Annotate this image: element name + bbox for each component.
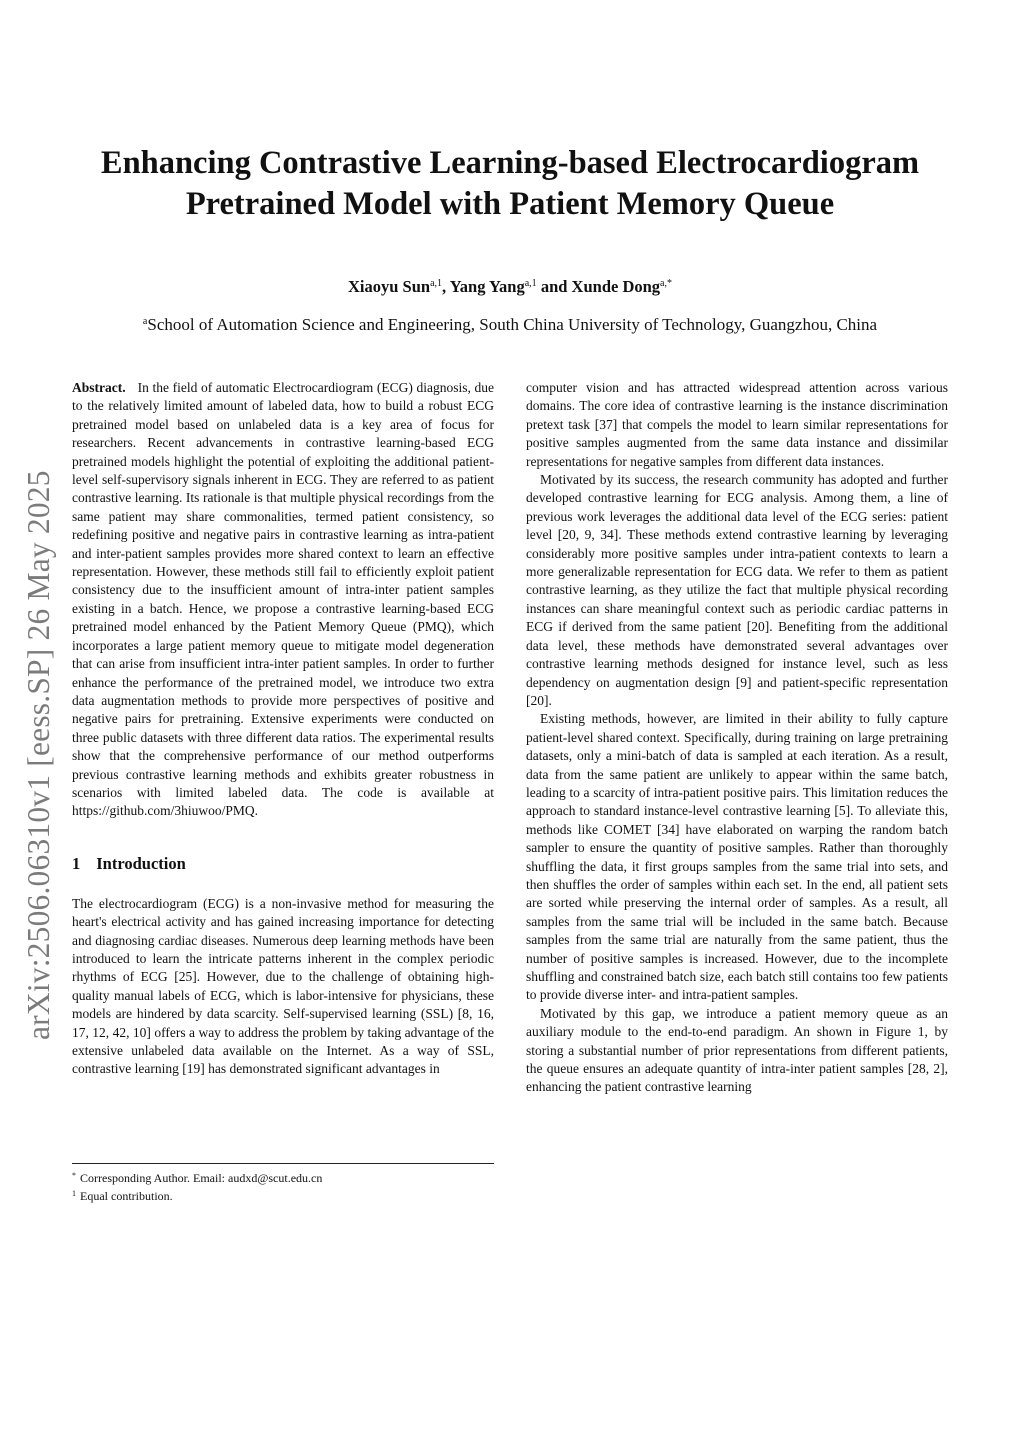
body-paragraph: The electrocardiogram (ECG) is a non-invasive method for measuring the heart's electrical activity and has gained increasing importance for detecting and diagnosing cardiac diseases. Numerous deep learning methods have been introduced to learn the intricate patterns inherent in the complex periodic rhythms of ECG [25]. However, due to the challenge of obtaining high-quality manual labels of ECG, which is labor-intensive for physicians, these models are hindered by data scarcity. Self-supervised learning (SSL) [8, 16, 17, 12, 42, 10] offers a way to address the problem by taking advantage of the extensive unlabeled data available on the Internet. As a way of SSL, contrastive learning [19] has demonstrated significant advantages in bbox=[72, 895, 494, 1077]
author-affiliation-mark: a,1 bbox=[524, 278, 537, 289]
section-number: 1 bbox=[72, 853, 81, 873]
abstract bbox=[72, 379, 494, 821]
affiliation-text: School of Automation Science and Engineering, South China University of Technology, Guangzhou, China bbox=[147, 315, 878, 334]
author-name: Yang Yang bbox=[449, 277, 525, 296]
affiliation-mark: a bbox=[142, 316, 148, 327]
right-column bbox=[526, 379, 948, 1097]
section-heading bbox=[72, 854, 494, 874]
abstract-text: In the field of automatic Electrocardiogram (ECG) diagnosis, due to the relatively limited amount of labeled data, how to build a robust ECG pretrained model based on unlabeled data is a key area of focus for researchers. Recent advancements in contrastive learning-based ECG pretrained models highlight the potential of exploiting the additional patient-level self-supervisory signals inherent in ECG. They are referred to as patient contrastive learning. Its rationale is that multiple physical recordings from the same patient may share commonalities, termed patient consistency, so redefining positive and negative pairs in contrastive learning as intra-patient and inter-patient samples provides more shared context to learn an effective representation. However, these methods still fail to efficiently exploit patient consistency due to the insufficient amount of intra-inter patient samples existing in a batch. Hence, we propose a contrastive learning-based ECG pretrained model enhanced by the Patient Memory Queue (PMQ), which incorporates a large patient memory queue to mitigate model degeneration that can arise from insufficient intra-inter patient samples. In order to further enhance the performance of the pretrained model, we introduce two extra data augmentation methods to provide more perspectives of positive and negative pairs for pretraining. Extensive experiments were conducted on three public datasets with three different data ratios. The experimental results show that the comprehensive performance of our method outperforms previous contrastive learning methods and exhibits greater robustness in scenarios with limited labeled data. The code is available at https://github.com/3hiuwoo/PMQ. bbox=[72, 380, 494, 819]
footnote bbox=[72, 1168, 494, 1186]
author-affiliation-mark: a,1 bbox=[430, 278, 443, 289]
abstract-label: Abstract. bbox=[72, 380, 126, 395]
footnote-text: Corresponding Author. Email: audxd@scut.edu.cn bbox=[80, 1171, 323, 1185]
author-name: Xiaoyu Sun bbox=[348, 277, 431, 296]
body-paragraph: computer vision and has attracted widespread attention across various domains. The core idea of contrastive learning is the instance discrimination pretext task [37] that compels the model to learn similar representations for positive samples augmented from the same data instance and dissimilar representations for negative samples from different data instances. bbox=[526, 380, 948, 469]
affiliation bbox=[0, 315, 1020, 335]
author-separator: , bbox=[442, 277, 450, 296]
arxiv-identifier: arXiv:2506.06310v1 [eess.SP] 26 May 2025 bbox=[21, 470, 56, 1040]
author-name: Xunde Dong bbox=[571, 277, 661, 296]
footnote bbox=[72, 1186, 494, 1204]
body-paragraph: Existing methods, however, are limited in their ability to fully capture patient-level shared context. Specifically, during training on large pretraining datasets, only a mini-batch of data is sampled at each iteration. As a result, data from the same patient are unlikely to appear within the same batch, leading to a scarcity of intra-patient positive pairs. This limitation reduces the approach to standard instance-level contrastive learning [5]. To alleviate this, methods like COMET [34] have elaborated on warping the random batch sampler to ensure the quantity of positive samples. Rather than thoroughly shuffling the data, it first groups samples from the same trial into sets, and then shuffles the order of samples within each set. In the end, all patient sets are sorted while preserving the internal order of samples. As a result, all samples from the same trial will be included in the same batch. Because samples from the same trial are naturally from the same patient, thus the number of positive samples is increased. However, due to the incomplete shuffling and constrained batch size, each batch still contains too few patients to provide diverse inter- and intra-patient samples. bbox=[526, 711, 948, 1003]
author-affiliation-mark: a,* bbox=[660, 278, 672, 289]
left-column bbox=[72, 379, 494, 1079]
footnote-text: Equal contribution. bbox=[80, 1189, 173, 1203]
author-list bbox=[0, 277, 1020, 297]
author-separator: and bbox=[536, 277, 572, 296]
footnote-mark: * bbox=[72, 1171, 76, 1180]
footnote-mark: 1 bbox=[72, 1189, 76, 1198]
footnotes bbox=[72, 1163, 494, 1204]
body-paragraph: Motivated by this gap, we introduce a patient memory queue as an auxiliary module to the end-to-end paradigm. An shown in Figure 1, by storing a substantial number of prior representations from different patients, the queue ensures an adequate quantity of intra-inter patient samples [28, 2], enhancing the patient contrastive learning bbox=[526, 1005, 948, 1095]
paper-title: Enhancing Contrastive Learning-based Electrocardiogram Pretrained Model with Patient Memory Queue bbox=[100, 145, 920, 222]
body-paragraph: Motivated by its success, the research community has adopted and further developed contrastive learning for ECG analysis. Among them, a line of previous work leverages the additional data level of the ECG series: patient level [20, 9, 34]. These methods extend contrastive learning by leveraging considerably more positive samples under intra-patient contexts to learn a more generalizable representation for ECG data. We refer to them as patient contrastive learning, as they utilize the fact that multiple physical recording instances can share meaningful context such as periodic cardiac patterns in ECG if derived from the same patient [20]. Benefiting from the additional data level, these methods have demonstrated several advantages over contrastive learning methods designed for instance level, such as less dependency on augmentation design [9] and patient-specific representation [20]. bbox=[526, 472, 948, 708]
section-title: Introduction bbox=[96, 853, 186, 873]
